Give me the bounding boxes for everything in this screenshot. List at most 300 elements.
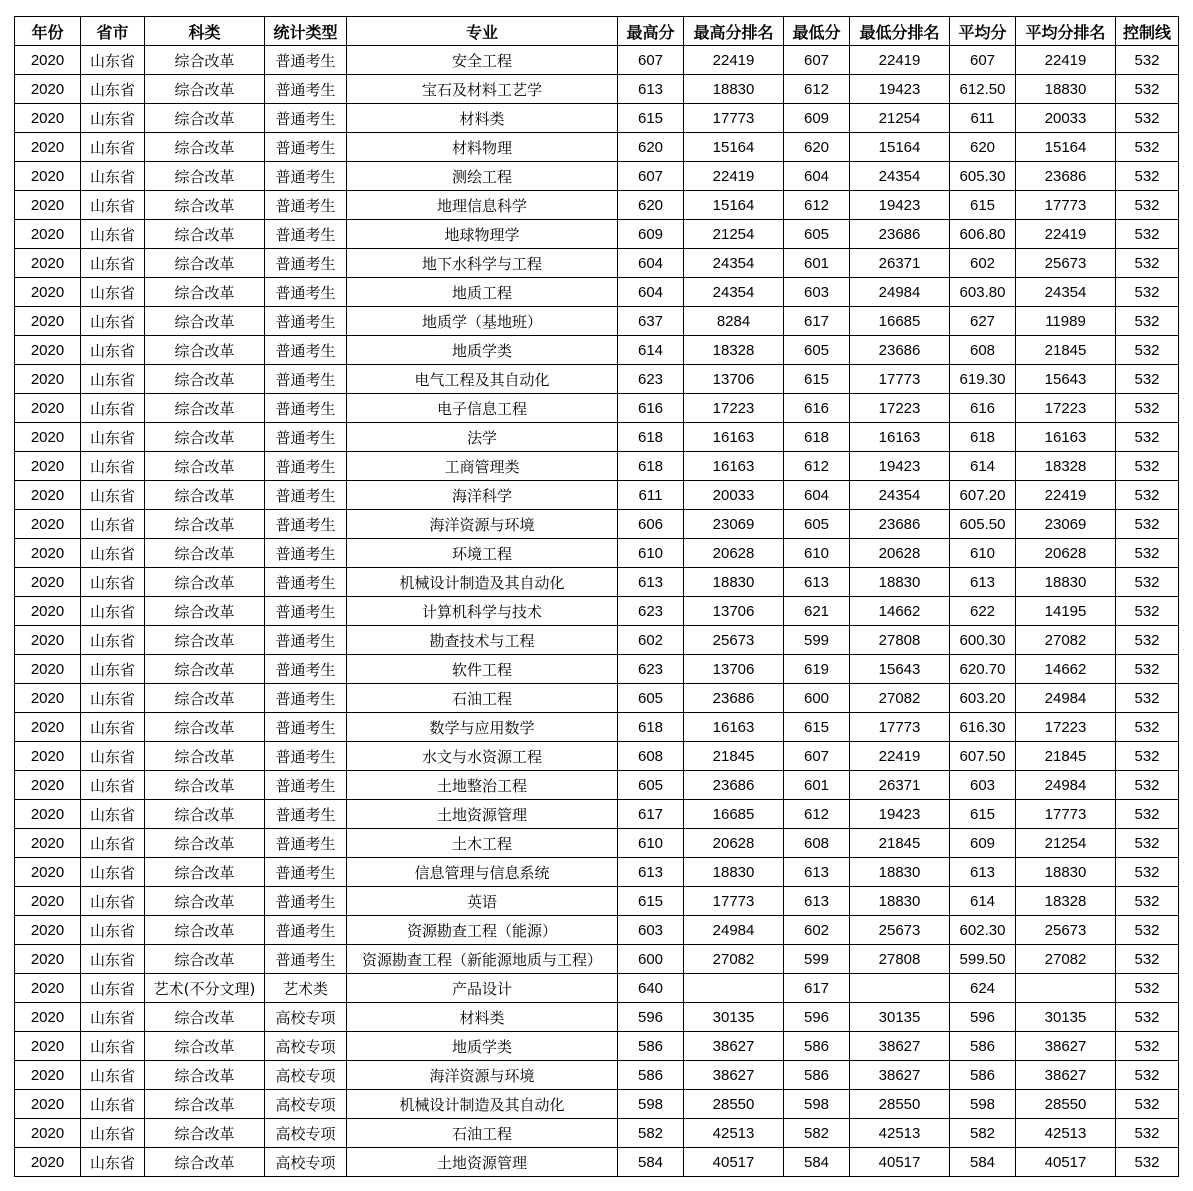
table-cell: 27082 <box>684 945 784 974</box>
table-cell: 山东省 <box>81 597 145 626</box>
table-cell: 605 <box>784 336 850 365</box>
table-cell: 584 <box>950 1148 1016 1177</box>
table-cell: 综合改革 <box>145 626 265 655</box>
table-cell: 596 <box>950 1003 1016 1032</box>
table-cell: 海洋资源与环境 <box>347 1061 618 1090</box>
table-row <box>15 1061 1179 1090</box>
table-cell: 2020 <box>15 713 81 742</box>
table-cell: 安全工程 <box>347 46 618 75</box>
table-cell: 工商管理类 <box>347 452 618 481</box>
table-row <box>15 162 1179 191</box>
table-cell: 普通考生 <box>265 887 347 916</box>
table-cell: 2020 <box>15 510 81 539</box>
table-cell: 普通考生 <box>265 336 347 365</box>
table-cell: 612 <box>784 75 850 104</box>
table-cell: 数学与应用数学 <box>347 713 618 742</box>
table-cell: 2020 <box>15 1119 81 1148</box>
table-cell: 综合改革 <box>145 1061 265 1090</box>
table-row <box>15 46 1179 75</box>
table-cell: 综合改革 <box>145 655 265 684</box>
table-cell: 613 <box>950 858 1016 887</box>
table-cell: 615 <box>618 887 684 916</box>
table-cell: 23069 <box>1016 510 1116 539</box>
table-cell: 586 <box>950 1061 1016 1090</box>
table-cell: 普通考生 <box>265 510 347 539</box>
table-cell: 综合改革 <box>145 307 265 336</box>
table-cell: 山东省 <box>81 162 145 191</box>
table-cell: 环境工程 <box>347 539 618 568</box>
table-cell: 15164 <box>684 133 784 162</box>
column-header: 平均分排名 <box>1016 17 1116 46</box>
table-cell: 机械设计制造及其自动化 <box>347 1090 618 1119</box>
table-row <box>15 800 1179 829</box>
table-cell: 532 <box>1116 829 1179 858</box>
table-cell: 21254 <box>684 220 784 249</box>
table-cell: 532 <box>1116 452 1179 481</box>
table-cell: 620 <box>618 191 684 220</box>
table-cell: 山东省 <box>81 974 145 1003</box>
table-cell: 普通考生 <box>265 800 347 829</box>
table-cell: 综合改革 <box>145 1003 265 1032</box>
table-cell: 613 <box>784 568 850 597</box>
table-cell: 22419 <box>684 162 784 191</box>
table-cell: 18830 <box>850 858 950 887</box>
table-cell <box>850 974 950 1003</box>
table-cell: 24354 <box>1016 278 1116 307</box>
table-cell: 598 <box>784 1090 850 1119</box>
table-cell: 综合改革 <box>145 800 265 829</box>
table-cell: 532 <box>1116 1119 1179 1148</box>
table-cell: 602 <box>950 249 1016 278</box>
table-cell: 16163 <box>1016 423 1116 452</box>
table-cell: 2020 <box>15 365 81 394</box>
table-cell: 综合改革 <box>145 887 265 916</box>
score-table <box>14 16 1179 1177</box>
table-cell: 30135 <box>684 1003 784 1032</box>
table-cell: 532 <box>1116 626 1179 655</box>
table-cell: 582 <box>784 1119 850 1148</box>
table-cell: 16163 <box>684 423 784 452</box>
table-cell: 24984 <box>684 916 784 945</box>
table-cell: 综合改革 <box>145 481 265 510</box>
table-cell: 综合改革 <box>145 133 265 162</box>
table-cell: 532 <box>1116 916 1179 945</box>
table-cell: 普通考生 <box>265 75 347 104</box>
table-cell: 普通考生 <box>265 684 347 713</box>
table-cell: 2020 <box>15 423 81 452</box>
table-cell: 619 <box>784 655 850 684</box>
table-cell: 584 <box>784 1148 850 1177</box>
table-cell: 24354 <box>850 481 950 510</box>
table-cell: 27808 <box>850 945 950 974</box>
table-cell: 11989 <box>1016 307 1116 336</box>
table-cell: 17773 <box>1016 191 1116 220</box>
table-cell: 532 <box>1116 800 1179 829</box>
table-cell: 普通考生 <box>265 742 347 771</box>
table-cell: 2020 <box>15 568 81 597</box>
table-cell: 2020 <box>15 829 81 858</box>
table-cell: 地理信息科学 <box>347 191 618 220</box>
table-cell: 599 <box>784 945 850 974</box>
table-cell: 22419 <box>1016 46 1116 75</box>
table-cell: 27082 <box>1016 626 1116 655</box>
table-cell: 623 <box>618 365 684 394</box>
table-row <box>15 191 1179 220</box>
table-cell: 600 <box>618 945 684 974</box>
table-cell: 24984 <box>1016 771 1116 800</box>
table-cell: 23069 <box>684 510 784 539</box>
table-cell: 532 <box>1116 46 1179 75</box>
table-cell: 山东省 <box>81 423 145 452</box>
table-cell: 2020 <box>15 278 81 307</box>
table-cell: 13706 <box>684 655 784 684</box>
table-cell: 620 <box>950 133 1016 162</box>
table-cell: 624 <box>950 974 1016 1003</box>
table-cell: 普通考生 <box>265 655 347 684</box>
table-cell: 19423 <box>850 191 950 220</box>
table-cell: 山东省 <box>81 133 145 162</box>
table-cell: 山东省 <box>81 1148 145 1177</box>
table-cell: 山东省 <box>81 655 145 684</box>
table-cell: 28550 <box>1016 1090 1116 1119</box>
table-cell: 18830 <box>850 568 950 597</box>
table-cell: 23686 <box>850 510 950 539</box>
table-cell: 616 <box>618 394 684 423</box>
table-cell: 综合改革 <box>145 945 265 974</box>
table-cell: 16685 <box>684 800 784 829</box>
table-cell: 普通考生 <box>265 278 347 307</box>
table-cell: 14662 <box>850 597 950 626</box>
table-cell: 42513 <box>850 1119 950 1148</box>
table-cell: 16163 <box>684 452 784 481</box>
table-cell: 586 <box>784 1061 850 1090</box>
table-cell: 601 <box>784 249 850 278</box>
table-cell: 532 <box>1116 539 1179 568</box>
table-cell: 2020 <box>15 1003 81 1032</box>
table-cell: 产品设计 <box>347 974 618 1003</box>
table-cell: 17773 <box>850 713 950 742</box>
table-cell: 26371 <box>850 771 950 800</box>
table-row <box>15 945 1179 974</box>
table-cell: 土地整治工程 <box>347 771 618 800</box>
table-row <box>15 336 1179 365</box>
table-cell: 2020 <box>15 75 81 104</box>
table-cell: 532 <box>1116 249 1179 278</box>
table-cell: 16685 <box>850 307 950 336</box>
table-cell: 615 <box>784 713 850 742</box>
table-cell: 普通考生 <box>265 220 347 249</box>
table-cell: 618 <box>618 452 684 481</box>
table-cell: 613 <box>784 887 850 916</box>
table-cell: 22419 <box>850 742 950 771</box>
table-cell: 532 <box>1116 1032 1179 1061</box>
table-cell: 21845 <box>684 742 784 771</box>
table-cell: 532 <box>1116 974 1179 1003</box>
table-cell: 24354 <box>850 162 950 191</box>
table-cell: 532 <box>1116 742 1179 771</box>
table-cell: 596 <box>784 1003 850 1032</box>
table-cell: 532 <box>1116 1003 1179 1032</box>
table-cell: 18830 <box>684 858 784 887</box>
table-cell: 40517 <box>1016 1148 1116 1177</box>
table-body <box>15 46 1179 1177</box>
table-cell: 620.70 <box>950 655 1016 684</box>
table-cell: 英语 <box>347 887 618 916</box>
table-cell: 605 <box>618 771 684 800</box>
table-cell: 山东省 <box>81 75 145 104</box>
table-cell: 2020 <box>15 133 81 162</box>
table-cell: 40517 <box>684 1148 784 1177</box>
table-cell: 608 <box>950 336 1016 365</box>
table-cell: 普通考生 <box>265 452 347 481</box>
table-row <box>15 249 1179 278</box>
table-cell: 山东省 <box>81 394 145 423</box>
table-cell: 普通考生 <box>265 191 347 220</box>
table-cell: 23686 <box>850 336 950 365</box>
table-cell: 586 <box>618 1061 684 1090</box>
table-cell: 613 <box>950 568 1016 597</box>
table-cell <box>1016 974 1116 1003</box>
table-cell: 616 <box>950 394 1016 423</box>
table-cell: 山东省 <box>81 945 145 974</box>
table-cell: 607 <box>618 46 684 75</box>
table-cell: 600 <box>784 684 850 713</box>
column-header: 省市 <box>81 17 145 46</box>
table-cell: 612 <box>784 191 850 220</box>
table-cell: 603.80 <box>950 278 1016 307</box>
table-cell: 17773 <box>684 104 784 133</box>
table-cell: 综合改革 <box>145 220 265 249</box>
table-cell: 山东省 <box>81 742 145 771</box>
table-cell: 山东省 <box>81 626 145 655</box>
table-cell: 综合改革 <box>145 510 265 539</box>
table-cell: 24354 <box>684 249 784 278</box>
table-cell: 山东省 <box>81 1032 145 1061</box>
table-cell: 2020 <box>15 104 81 133</box>
table-cell: 605 <box>784 510 850 539</box>
table-row <box>15 1119 1179 1148</box>
table-row <box>15 655 1179 684</box>
table-cell: 山东省 <box>81 307 145 336</box>
table-cell: 586 <box>950 1032 1016 1061</box>
table-cell: 21845 <box>1016 742 1116 771</box>
column-header: 平均分 <box>950 17 1016 46</box>
table-cell: 602 <box>618 626 684 655</box>
table-cell: 603 <box>950 771 1016 800</box>
table-row <box>15 1148 1179 1177</box>
table-cell: 17773 <box>684 887 784 916</box>
table-cell: 30135 <box>850 1003 950 1032</box>
table-cell: 607 <box>784 742 850 771</box>
table-cell: 607 <box>618 162 684 191</box>
table-cell: 40517 <box>850 1148 950 1177</box>
table-row <box>15 75 1179 104</box>
table-cell: 材料类 <box>347 104 618 133</box>
table-row <box>15 684 1179 713</box>
table-cell: 26371 <box>850 249 950 278</box>
table-cell: 598 <box>618 1090 684 1119</box>
table-cell: 602 <box>784 916 850 945</box>
table-cell: 2020 <box>15 684 81 713</box>
table-cell: 综合改革 <box>145 162 265 191</box>
table-row <box>15 626 1179 655</box>
table-cell: 38627 <box>1016 1032 1116 1061</box>
table-row <box>15 829 1179 858</box>
table-cell: 海洋资源与环境 <box>347 510 618 539</box>
table-cell: 608 <box>618 742 684 771</box>
table-cell: 高校专项 <box>265 1090 347 1119</box>
table-cell: 605.50 <box>950 510 1016 539</box>
table-cell: 18328 <box>1016 452 1116 481</box>
table-cell: 605.30 <box>950 162 1016 191</box>
table-cell: 15164 <box>1016 133 1116 162</box>
table-cell: 38627 <box>850 1032 950 1061</box>
table-cell: 612 <box>784 452 850 481</box>
table-cell: 604 <box>618 278 684 307</box>
table-cell: 17773 <box>850 365 950 394</box>
table-cell: 2020 <box>15 452 81 481</box>
table-cell: 42513 <box>1016 1119 1116 1148</box>
table-cell <box>684 974 784 1003</box>
table-cell: 普通考生 <box>265 133 347 162</box>
table-cell: 13706 <box>684 365 784 394</box>
table-cell: 2020 <box>15 307 81 336</box>
table-cell: 高校专项 <box>265 1003 347 1032</box>
table-cell: 609 <box>618 220 684 249</box>
table-row <box>15 713 1179 742</box>
table-cell: 2020 <box>15 916 81 945</box>
table-cell: 623 <box>618 655 684 684</box>
column-header: 最高分 <box>618 17 684 46</box>
table-cell: 山东省 <box>81 278 145 307</box>
table-cell: 山东省 <box>81 46 145 75</box>
table-cell: 综合改革 <box>145 75 265 104</box>
table-cell: 山东省 <box>81 220 145 249</box>
table-cell: 615 <box>784 365 850 394</box>
table-cell: 30135 <box>1016 1003 1116 1032</box>
table-cell: 605 <box>784 220 850 249</box>
table-cell: 地球物理学 <box>347 220 618 249</box>
table-row <box>15 1003 1179 1032</box>
table-cell: 603 <box>618 916 684 945</box>
table-cell: 17223 <box>850 394 950 423</box>
table-cell: 532 <box>1116 365 1179 394</box>
table-cell: 山东省 <box>81 510 145 539</box>
table-cell: 604 <box>784 162 850 191</box>
table-cell: 材料物理 <box>347 133 618 162</box>
table-cell: 综合改革 <box>145 539 265 568</box>
table-cell: 17223 <box>1016 394 1116 423</box>
table-row <box>15 452 1179 481</box>
table-cell: 山东省 <box>81 858 145 887</box>
table-cell: 地质学类 <box>347 1032 618 1061</box>
table-cell: 宝石及材料工艺学 <box>347 75 618 104</box>
table-cell: 山东省 <box>81 452 145 481</box>
table-cell: 2020 <box>15 800 81 829</box>
table-cell: 山东省 <box>81 916 145 945</box>
table-cell: 637 <box>618 307 684 336</box>
table-cell: 综合改革 <box>145 104 265 133</box>
table-cell: 2020 <box>15 1032 81 1061</box>
table-cell: 计算机科学与技术 <box>347 597 618 626</box>
table-cell: 21254 <box>1016 829 1116 858</box>
table-cell: 18830 <box>850 887 950 916</box>
table-cell: 综合改革 <box>145 191 265 220</box>
table-cell: 25673 <box>1016 249 1116 278</box>
table-cell: 532 <box>1116 336 1179 365</box>
table-cell: 627 <box>950 307 1016 336</box>
table-cell: 532 <box>1116 162 1179 191</box>
table-cell: 23686 <box>1016 162 1116 191</box>
table-cell: 25673 <box>850 916 950 945</box>
table-cell: 2020 <box>15 481 81 510</box>
table-cell: 艺术类 <box>265 974 347 1003</box>
table-cell: 532 <box>1116 771 1179 800</box>
table-cell: 普通考生 <box>265 713 347 742</box>
column-header: 控制线 <box>1116 17 1179 46</box>
table-cell: 582 <box>618 1119 684 1148</box>
table-cell: 石油工程 <box>347 684 618 713</box>
table-cell: 普通考生 <box>265 365 347 394</box>
table-cell: 2020 <box>15 191 81 220</box>
table-cell: 山东省 <box>81 771 145 800</box>
table-cell: 18830 <box>1016 568 1116 597</box>
table-cell: 615 <box>618 104 684 133</box>
table-cell: 综合改革 <box>145 249 265 278</box>
table-cell: 640 <box>618 974 684 1003</box>
table-cell: 612.50 <box>950 75 1016 104</box>
table-cell: 532 <box>1116 655 1179 684</box>
table-cell: 普通考生 <box>265 423 347 452</box>
table-cell: 23686 <box>850 220 950 249</box>
table-cell: 600.30 <box>950 626 1016 655</box>
table-cell: 28550 <box>850 1090 950 1119</box>
table-cell: 21845 <box>850 829 950 858</box>
table-cell: 596 <box>618 1003 684 1032</box>
table-cell: 普通考生 <box>265 162 347 191</box>
table-cell: 地质学（基地班） <box>347 307 618 336</box>
table-cell: 山东省 <box>81 365 145 394</box>
table-cell: 山东省 <box>81 1119 145 1148</box>
table-cell: 532 <box>1116 394 1179 423</box>
header-row <box>15 17 1179 46</box>
table-cell: 612 <box>784 800 850 829</box>
table-cell: 621 <box>784 597 850 626</box>
table-cell: 高校专项 <box>265 1119 347 1148</box>
table-cell: 532 <box>1116 307 1179 336</box>
column-header: 科类 <box>145 17 265 46</box>
table-cell: 532 <box>1116 945 1179 974</box>
table-cell: 18830 <box>1016 75 1116 104</box>
table-cell: 586 <box>784 1032 850 1061</box>
table-cell: 532 <box>1116 75 1179 104</box>
table-cell: 610 <box>618 829 684 858</box>
table-cell: 599.50 <box>950 945 1016 974</box>
table-cell: 22419 <box>684 46 784 75</box>
table-cell: 18830 <box>1016 858 1116 887</box>
table-row <box>15 394 1179 423</box>
table-cell: 584 <box>618 1148 684 1177</box>
table-cell: 22419 <box>1016 220 1116 249</box>
table-cell: 普通考生 <box>265 858 347 887</box>
column-header: 年份 <box>15 17 81 46</box>
table-cell: 532 <box>1116 481 1179 510</box>
table-cell: 高校专项 <box>265 1148 347 1177</box>
table-cell: 611 <box>618 481 684 510</box>
table-cell: 综合改革 <box>145 916 265 945</box>
table-cell: 山东省 <box>81 1090 145 1119</box>
table-row <box>15 365 1179 394</box>
